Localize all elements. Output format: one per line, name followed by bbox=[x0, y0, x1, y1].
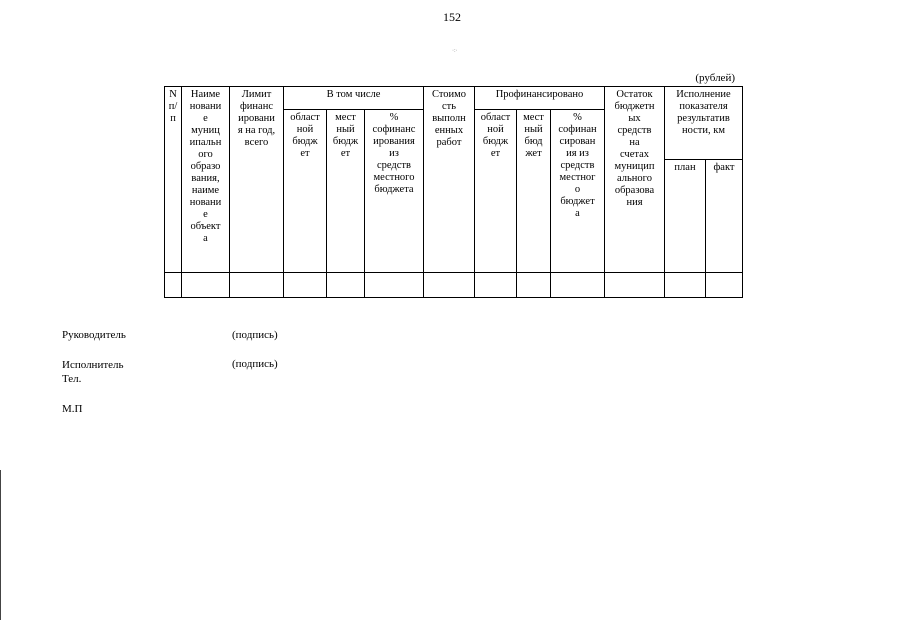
executor-signature-placeholder: (подпись) bbox=[232, 358, 278, 370]
table-cell bbox=[365, 273, 424, 298]
table-cell bbox=[182, 273, 230, 298]
col-header-performance: Исполнение показателя результатив ности, км bbox=[665, 87, 743, 160]
table-cell bbox=[706, 273, 743, 298]
col-header-fin-cofin: % софинан сирован ия из средств местног о бюджет а bbox=[551, 110, 605, 273]
table-row bbox=[165, 273, 743, 298]
table-cell bbox=[327, 273, 365, 298]
col-header-including: В том числе bbox=[284, 87, 424, 110]
head-signature-placeholder: (подпись) bbox=[232, 329, 278, 341]
table-cell bbox=[605, 273, 665, 298]
financing-report-table bbox=[164, 86, 743, 298]
seal-label: М.П bbox=[62, 403, 83, 415]
units-label: (рублей) bbox=[695, 72, 735, 84]
col-header-name: Наиме новани е муниц ипальн ого образо вания, наиме новани е объект а bbox=[182, 87, 230, 273]
col-header-incl-local: мест ный бюдж ет bbox=[327, 110, 365, 273]
table-cell bbox=[665, 273, 706, 298]
scan-edge-line bbox=[0, 470, 1, 620]
col-header-financed: Профинансировано bbox=[475, 87, 605, 110]
scan-artifact: ·:· bbox=[452, 48, 458, 54]
head-label: Руководитель bbox=[62, 329, 126, 341]
col-header-fin-regional: област ной бюдж ет bbox=[475, 110, 517, 273]
table-body bbox=[165, 273, 743, 298]
page-number: 152 bbox=[443, 10, 461, 24]
table-cell bbox=[165, 273, 182, 298]
executor-label: Исполнитель Тел. bbox=[62, 359, 124, 385]
table-cell bbox=[424, 273, 475, 298]
col-header-incl-regional: област ной бюдж ет bbox=[284, 110, 327, 273]
table-cell bbox=[284, 273, 327, 298]
table-cell bbox=[230, 273, 284, 298]
col-header-fact: факт bbox=[706, 160, 743, 273]
col-header-fin-local: мест ный бюд жет bbox=[517, 110, 551, 273]
table-cell bbox=[551, 273, 605, 298]
col-header-incl-cofin: % софинанс ирования из средств местного бюджета bbox=[365, 110, 424, 273]
col-header-num: N п/ п bbox=[165, 87, 182, 273]
header-row-1 bbox=[165, 87, 743, 110]
col-header-balance: Остаток бюджетн ых средств на счетах муницип ального образова ния bbox=[605, 87, 665, 273]
col-header-plan: план bbox=[665, 160, 706, 273]
col-header-limit: Лимит финанс ировани я на год, всего bbox=[230, 87, 284, 273]
table-cell bbox=[475, 273, 517, 298]
table-cell bbox=[517, 273, 551, 298]
col-header-cost: Стоимо сть выполн енных работ bbox=[424, 87, 475, 273]
